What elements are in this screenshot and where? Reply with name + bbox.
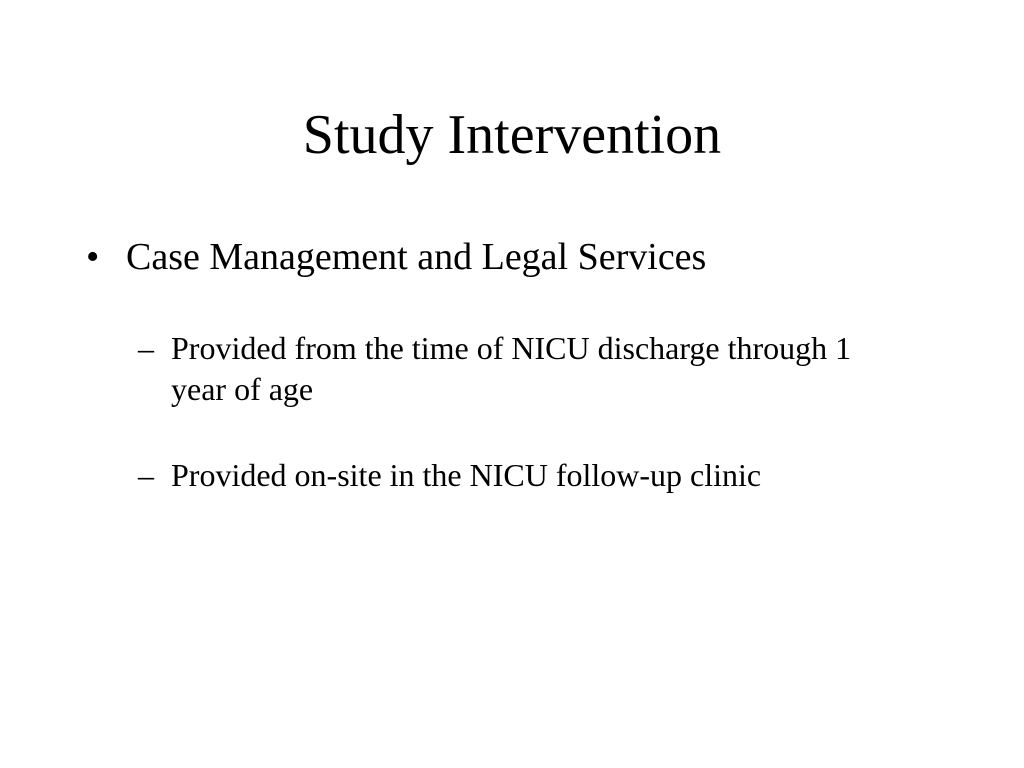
sub-bullet-text: Provided from the time of NICU discharge through 1 year of age bbox=[171, 330, 852, 407]
sub-bullet-item bbox=[138, 328, 958, 410]
bullet-marker: • bbox=[86, 236, 100, 278]
sub-bullet-item bbox=[138, 455, 958, 496]
sub-bullet-text: Provided on-site in the NICU follow-up clinic bbox=[171, 457, 762, 493]
dash-marker: – bbox=[138, 330, 154, 366]
slide-title: Study Intervention bbox=[302, 104, 722, 166]
dash-marker: – bbox=[138, 457, 154, 493]
bullet-text: Case Management and Legal Services bbox=[126, 236, 707, 278]
